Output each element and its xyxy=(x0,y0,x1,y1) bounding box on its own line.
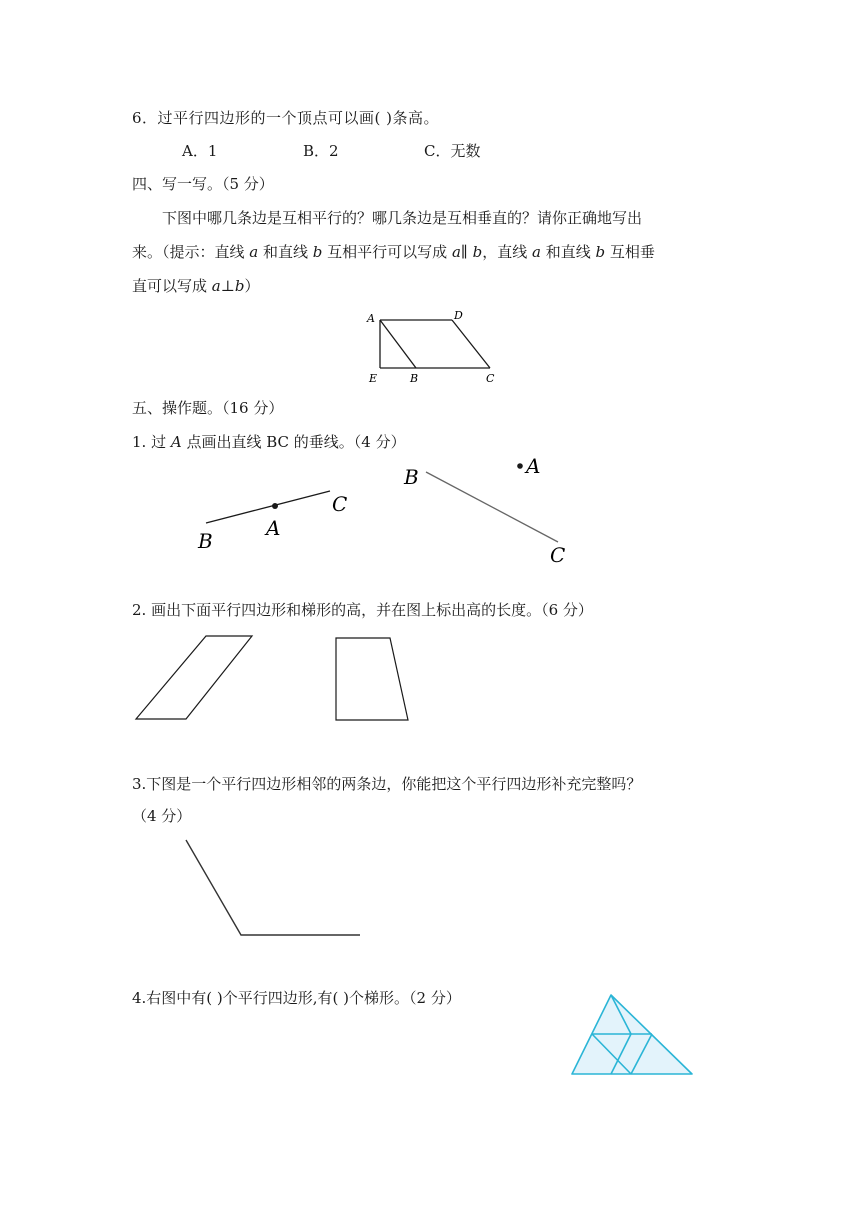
question-6 xyxy=(132,108,439,128)
label-b: B xyxy=(410,372,419,385)
section-5-question-4: 4.右图中有( )个平行四边形,有( )个梯形。（2 分） xyxy=(132,989,461,1007)
parallelogram-figure xyxy=(360,306,510,388)
section-5-question-3-line-1: 3.下图是一个平行四边形相邻的两条边，你能把这个平行四边形补充完整吗？ xyxy=(132,775,642,793)
line-bc-with-point-off-line xyxy=(398,450,588,570)
section-5-question-2: 2. 画出下面平行四边形和梯形的高，并在图上标出高的长度。（6 分） xyxy=(132,601,593,619)
section-4-paragraph-line-2: 来。（提示：直线 a 和直线 b 互相平行可以写成 a∥ b，直线 a 和直线 b 互相垂 xyxy=(132,243,655,261)
parallelogram-shape xyxy=(130,630,260,725)
label-a: A xyxy=(266,516,281,540)
question-6-option-c: C．无数 xyxy=(424,142,481,160)
parallel-expression: a∥ b xyxy=(451,243,483,261)
label-b: B xyxy=(404,465,419,489)
segment-dc xyxy=(452,320,490,368)
section-4-paragraph-line-3: 直可以写成 a⊥b） xyxy=(132,277,260,295)
label-d: D xyxy=(454,309,463,322)
point-a xyxy=(272,503,278,509)
label-c: C xyxy=(486,372,495,385)
subdivided-triangle-figure xyxy=(566,990,698,1080)
question-6-stem: 6．过平行四边形的一个顶点可以画( )条高。 xyxy=(132,109,440,127)
section-4-heading: 四、写一写。（5 分） xyxy=(132,175,274,193)
question-6-option-b: B．2 xyxy=(303,142,339,160)
label-a: A xyxy=(367,312,375,325)
perpendicular-expression: a⊥b xyxy=(211,277,245,295)
point-a xyxy=(517,463,523,469)
section-4-paragraph-line-1: 下图中哪几条边是互相平行的？哪几条边是互相垂直的？请你正确地写出 xyxy=(162,209,643,227)
label-e: E xyxy=(369,372,378,385)
segment-ab xyxy=(380,320,416,368)
section-5-heading: 五、操作题。（16 分） xyxy=(132,399,284,417)
question-6-option-a: A．1 xyxy=(182,142,218,160)
section-5-question-3-line-2: （4 分） xyxy=(132,807,192,825)
trapezoid-shape xyxy=(330,630,415,725)
label-a: A xyxy=(526,454,541,478)
two-adjacent-sides-figure xyxy=(180,836,370,941)
section-5-question-1: 1. 过 A 点画出直线 BC 的垂线。（4 分） xyxy=(132,433,406,451)
label-c: C xyxy=(332,492,348,516)
line-bc-with-point-on-line xyxy=(190,480,370,560)
label-c: C xyxy=(550,543,566,567)
label-b: B xyxy=(198,529,213,553)
